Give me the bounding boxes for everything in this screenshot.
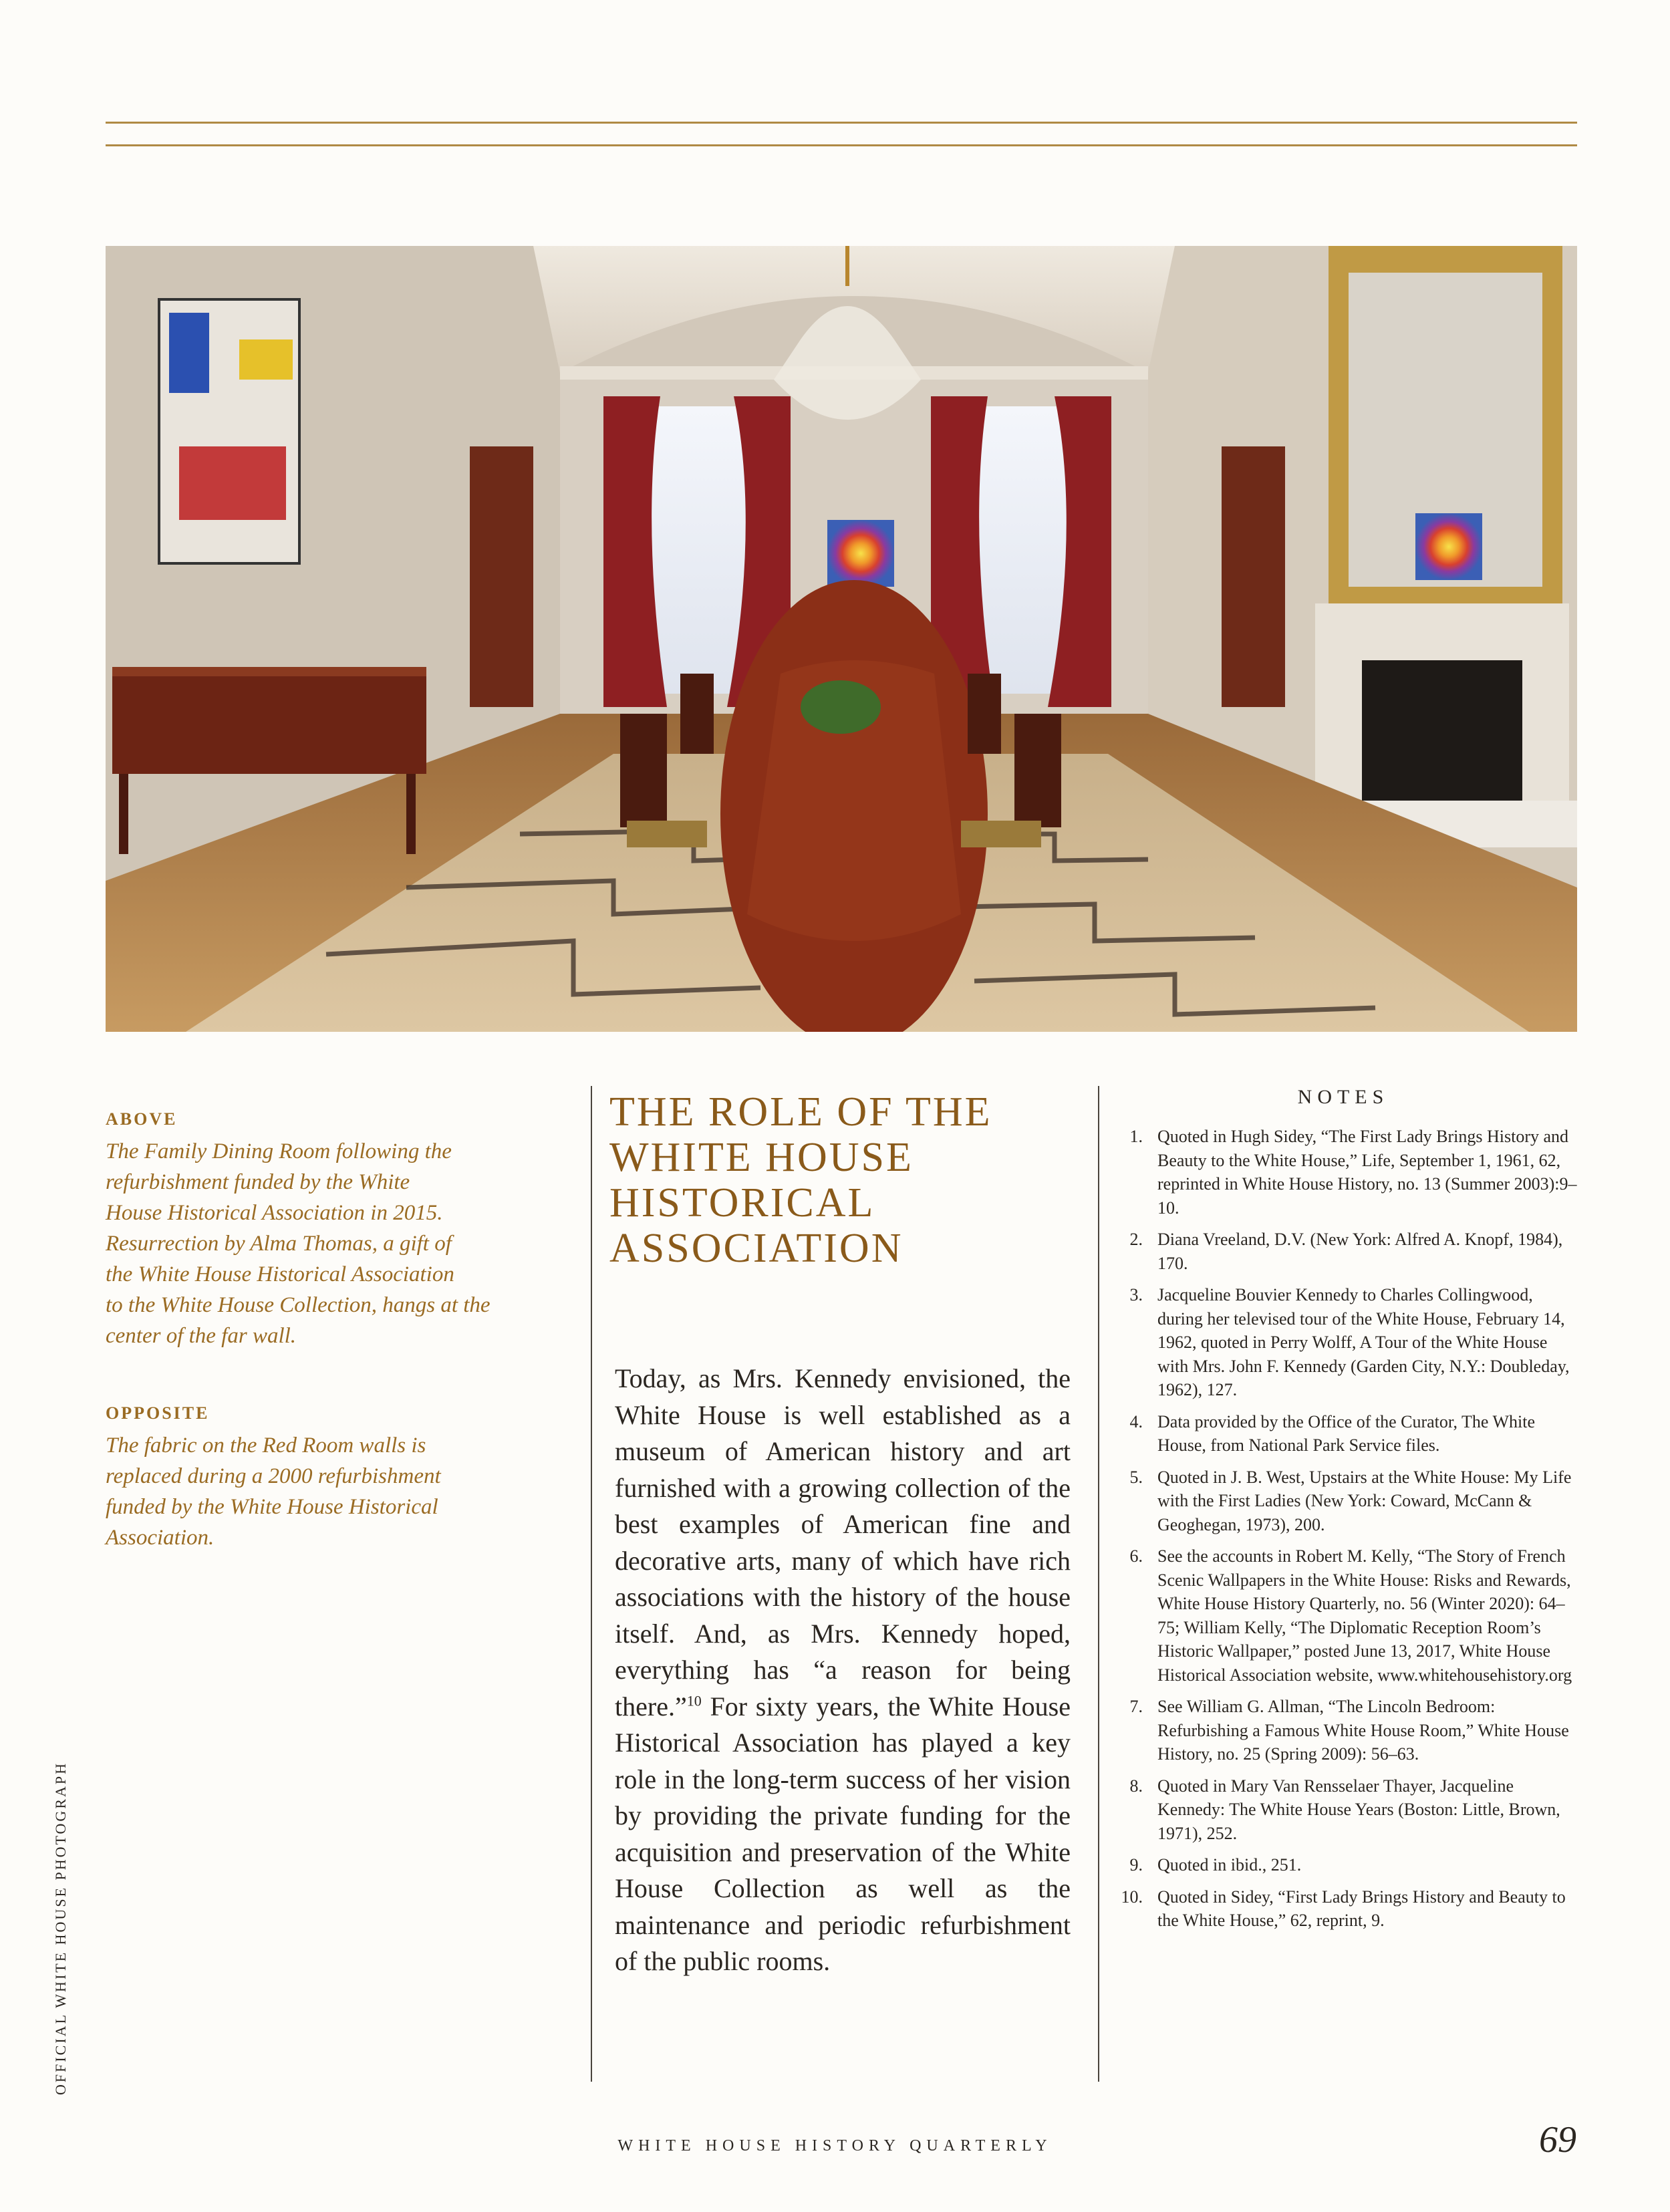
top-rule-lower	[106, 144, 1577, 146]
note-item	[1116, 1853, 1577, 1877]
article-body-part-2: For sixty years, the White House Historical Association has played a key role in the long-term success of her vision by providing the private funding for the acquisition and preservation of the White House Collection as well as the maintenance and periodic refurbishment of the public rooms.	[615, 1691, 1071, 1976]
note-text: Quoted in ibid., 251.	[1157, 1855, 1302, 1875]
note-text: Data provided by the Office of the Curator, The White House, from National Park Service files.	[1157, 1411, 1536, 1455]
caption-heading-above: ABOVE	[106, 1109, 178, 1129]
note-item	[1116, 1544, 1577, 1687]
note-item	[1116, 1125, 1577, 1220]
note-number: 2.	[1129, 1230, 1143, 1249]
caption-line: replaced during a 2000 refurbishment	[106, 1464, 441, 1488]
magazine-name: WHITE HOUSE HISTORY QUARTERLY	[617, 2137, 1053, 2155]
caption-text-above	[106, 1136, 553, 1351]
note-text: Diana Vreeland, D.V. (New York: Alfred A. Knopf, 1984), 170.	[1157, 1230, 1563, 1273]
article-title: THE ROLE OF THE WHITE HOUSE HISTORICAL ASSOCIATION	[609, 1089, 992, 1271]
note-text: Quoted in Sidey, “First Lady Brings History and Beauty to the White House,” 62, reprint, 9.	[1157, 1887, 1566, 1930]
notes-list	[1116, 1125, 1577, 1941]
note-number: 9.	[1129, 1855, 1143, 1875]
caption-heading-opposite: OPPOSITE	[106, 1403, 210, 1423]
photo-family-dining-room	[106, 246, 1577, 1032]
column-divider-right	[1098, 1086, 1099, 2082]
caption-line: center of the far wall.	[106, 1324, 297, 1348]
note-item	[1116, 1774, 1577, 1846]
note-item	[1116, 1695, 1577, 1766]
note-item	[1116, 1885, 1577, 1933]
notes-title: NOTES	[1297, 1086, 1389, 1108]
caption-line: The fabric on the Red Room walls is	[106, 1433, 426, 1458]
note-text: See the accounts in Robert M. Kelly, “The Story of French Scenic Wallpapers in the White House: Risks and Rewards, White House History Quarterly, no. 56 (Winter 2020): 64–75; William Kelly, “The Diplomatic Reception Room’s Historic Wallpaper,” posted June 13, 2017, White House Historical Association website, www.whitehousehistory.org	[1157, 1546, 1572, 1685]
caption-text-opposite	[106, 1430, 553, 1553]
note-number: 4.	[1129, 1411, 1143, 1431]
note-item	[1116, 1466, 1577, 1537]
caption-line: House Historical Association in 2015.	[106, 1201, 443, 1225]
note-item	[1116, 1410, 1577, 1458]
photo-credit: OFFICIAL WHITE HOUSE PHOTOGRAPH	[52, 1761, 69, 2095]
page-number: 69	[1539, 2119, 1576, 2161]
caption-line: The Family Dining Room following the	[106, 1139, 452, 1163]
note-text: Quoted in J. B. West, Upstairs at the White House: My Life with the First Ladies (New York: Coward, McCann & Geoghegan, 1973), 200.	[1157, 1467, 1572, 1534]
note-number: 6.	[1129, 1546, 1143, 1566]
note-text: Quoted in Hugh Sidey, “The First Lady Brings History and Beauty to the White House,” Life, September 1, 1961, 62, reprinted in White House History, no. 13 (Summer 2003):9–10.	[1157, 1127, 1577, 1218]
note-number: 7.	[1129, 1697, 1143, 1716]
caption-line: Resurrection by Alma Thomas, a gift of	[106, 1232, 452, 1256]
note-text: Jacqueline Bouvier Kennedy to Charles Collingwood, during her televised tour of the White House, February 14, 1962, quoted in Perry Wolff, A Tour of the White House with Mrs. John F. Kennedy (Garden City, N.Y.: Doubleday, 1962), 127.	[1157, 1285, 1570, 1399]
note-number: 10.	[1121, 1887, 1143, 1907]
note-number: 8.	[1129, 1776, 1143, 1796]
note-number: 1.	[1129, 1127, 1143, 1146]
caption-line: funded by the White House Historical	[106, 1495, 438, 1519]
note-number: 5.	[1129, 1467, 1143, 1487]
note-text: See William G. Allman, “The Lincoln Bedroom: Refurbishing a Famous White House Room,” White House History, no. 25 (Spring 2009): 56–63.	[1157, 1697, 1569, 1764]
dining-room-illustration	[106, 246, 1577, 1032]
note-number: 3.	[1129, 1285, 1143, 1304]
caption-line: Association.	[106, 1526, 215, 1550]
note-text: Quoted in Mary Van Rensselaer Thayer, Jacqueline Kennedy: The White House Years (Boston: Little, Brown, 1971), 252.	[1157, 1776, 1560, 1843]
top-rule-upper	[106, 122, 1577, 124]
footnote-reference[interactable]: 10	[686, 1692, 702, 1709]
note-item	[1116, 1283, 1577, 1402]
column-divider-left	[591, 1086, 592, 2082]
article-body	[615, 1361, 1071, 1980]
caption-line: the White House Historical Association	[106, 1262, 454, 1286]
caption-line: refurbishment funded by the White	[106, 1170, 410, 1194]
note-item	[1116, 1228, 1577, 1275]
article-body-part-1: Today, as Mrs. Kennedy envisioned, the White House is well established as a museum of American history and art furnished with a growing collection of the best examples of American fine and decorative arts, many of which have rich associations with the history of the house itself. And, as Mrs. Kennedy hoped, everything has “a reason for being there.”	[615, 1363, 1071, 1721]
caption-line: to the White House Collection, hangs at the	[106, 1293, 491, 1317]
